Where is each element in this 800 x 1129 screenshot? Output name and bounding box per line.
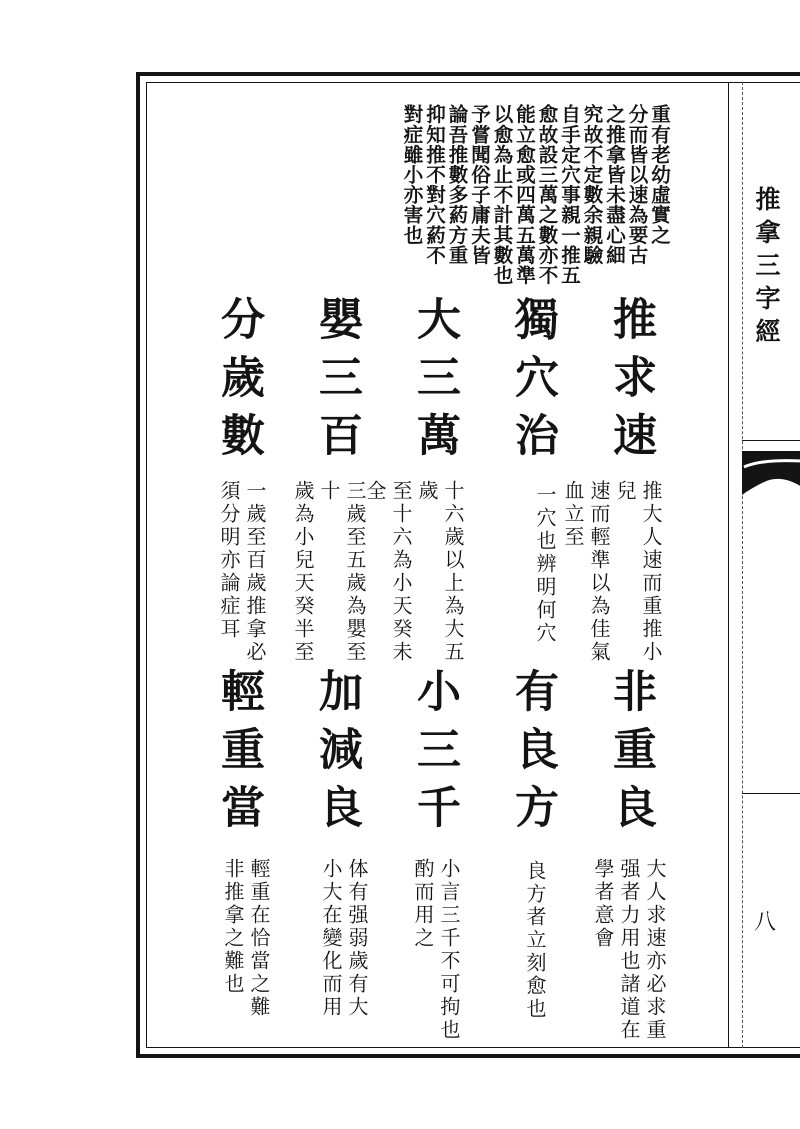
gloss-xiao-san-qian <box>408 858 462 1048</box>
commentary-line: 愈故設三萬之數亦不 <box>535 104 559 285</box>
gloss-line: 學者意會 <box>591 858 615 950</box>
gloss-line: 歲為小兒天癸半至 <box>291 480 315 664</box>
fold-upper-rule <box>742 440 800 441</box>
commentary-line: 論吾推數多葯方重 <box>445 104 469 265</box>
verse-fen-sui-shu: 分歲數 <box>213 296 264 470</box>
gloss-qing-zhong-dang <box>218 858 272 1048</box>
gloss-line: 至十六為小天癸未全 <box>363 480 413 664</box>
verse-xiao-san-qian: 小三千 <box>409 668 460 842</box>
fold-lower-rule <box>742 793 800 794</box>
commentary-block <box>370 104 670 294</box>
gloss-du-xue-zhi <box>528 484 558 674</box>
gloss-line: 一歲至百歲推拿必 <box>243 480 267 664</box>
verse-you-liang-fang: 有良方 <box>507 668 558 842</box>
gloss-line: 大人求速亦必求重 <box>643 858 667 1042</box>
gloss-line: 速而輕準以為佳氣 <box>587 480 611 664</box>
commentary-line: 對症雖小亦害也 <box>400 104 424 245</box>
gloss-da-san-wan <box>363 480 466 670</box>
commentary-line: 分而皆以速為要古 <box>625 104 649 265</box>
gloss-line: 十六歲以上為大五歲 <box>415 480 465 664</box>
gloss-fei-zhong-liang <box>592 858 668 1048</box>
commentary-line: 究故不定數余親驗 <box>580 104 604 265</box>
commentary-line: 抑知推不對穴葯不 <box>423 104 446 265</box>
gloss-line: 小大在變化而用 <box>319 858 343 1019</box>
gloss-ying-san-bai <box>291 480 368 670</box>
verse-tui-qiu-su: 推求速 <box>605 296 656 470</box>
commentary-line: 之推拿皆未盡心細 <box>603 104 626 265</box>
commentary-line: 予嘗聞俗子庸夫皆 <box>468 104 491 265</box>
gloss-line: 体有强弱歲有大 <box>345 858 369 1019</box>
gloss-you-liang-fang <box>518 860 548 1050</box>
verse-jia-jian-liang: 加減良 <box>311 668 362 842</box>
gloss-line: 强者力用也諸道在 <box>617 858 641 1042</box>
verse-da-san-wan: 大三萬 <box>409 296 460 470</box>
commentary-line: 自手定穴事親一推五 <box>558 104 581 285</box>
gloss-line: 非推拿之難也 <box>221 858 245 996</box>
gloss-line: 酌而用之 <box>411 858 435 950</box>
verse-fei-zhong-liang: 非重良 <box>605 668 656 842</box>
verse-du-xue-zhi: 獨穴治 <box>507 296 558 470</box>
gloss-line: 須分明亦論症耳 <box>217 480 241 641</box>
commentary-line: 以愈為止不計其數也 <box>490 104 514 285</box>
gloss-line: 三歲至五歲為嬰至十 <box>317 480 367 664</box>
gloss-line: 一穴也辨明何穴 <box>533 484 557 645</box>
page-number: 八 <box>753 910 776 935</box>
gloss-line: 推大人速而重推小兒 <box>613 480 663 664</box>
gloss-fen-sui-shu <box>214 480 268 670</box>
verse-ying-san-bai: 嬰三百 <box>311 296 362 470</box>
gloss-line: 小言三千不可拘也 <box>437 858 461 1042</box>
commentary-line: 能立愈或四萬五萬準 <box>513 104 536 285</box>
verse-qing-zhong-dang: 輕重當 <box>213 668 264 842</box>
gloss-jia-jian-liang <box>316 858 370 1048</box>
gloss-tui-qiu-su <box>561 480 664 670</box>
fold-center-dashed-line <box>742 82 743 1048</box>
fish-tail-icon <box>740 447 800 495</box>
gloss-line: 良方者立刻愈也 <box>523 860 547 1021</box>
gloss-line: 血立至 <box>561 480 585 549</box>
running-title: 推拿三字經 <box>752 186 781 351</box>
gloss-line: 輕重在恰當之難 <box>247 858 271 1019</box>
commentary-line: 重有老幼虛實之 <box>648 104 671 245</box>
fold-separator-line <box>728 82 729 1048</box>
